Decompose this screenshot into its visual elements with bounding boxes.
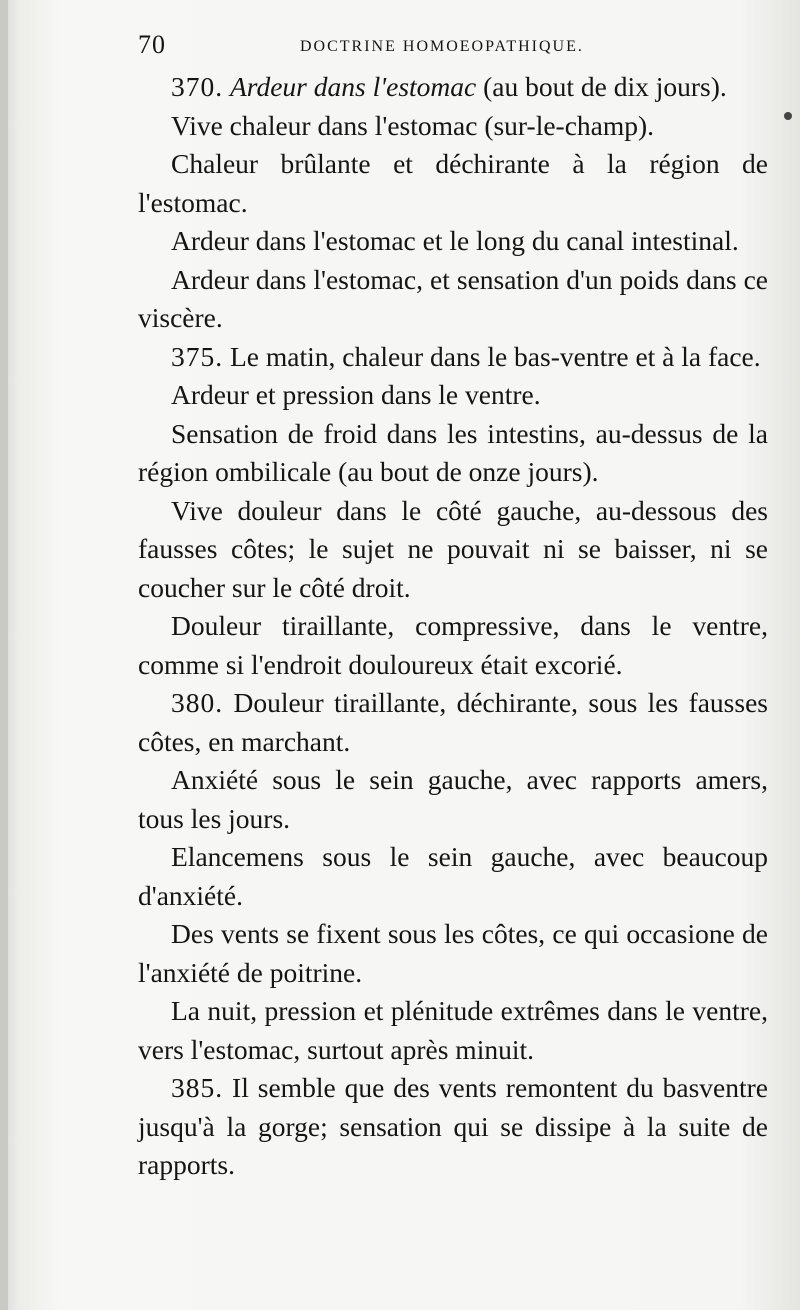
paragraph [138,145,768,222]
paragraph-375 [138,338,768,377]
paragraph [138,992,768,1069]
paragraph [138,222,768,261]
paragraph-text: Ardeur dans l'estomac, et sensation d'un poids dans ce viscère. [138,263,768,333]
paragraph-text: Il semble que des vents remontent du basventre jusqu'à la gorge; sensation qui se dissipe à la suite de rapports. [138,1072,768,1180]
paragraph-text: Ardeur et pression dans le ventre. [171,379,541,410]
paragraph-text: Le matin, chaleur dans le bas-ventre et à la face. [223,340,761,372]
ink-mark [784,112,792,120]
paragraph [138,607,768,684]
running-head: DOCTRINE HOMOEOPATHIQUE. [300,38,584,55]
paragraph-number: 385. [171,1072,224,1103]
paragraph-number: 370. [171,71,224,102]
page-gutter [0,0,8,1310]
paragraph [138,761,768,838]
paragraph [138,492,768,608]
paragraph [138,838,768,915]
paragraph [138,915,768,992]
paragraph-text: Vive chaleur dans l'estomac (sur-le-champ). [171,109,655,141]
paragraph-text: Douleur tiraillante, déchirante, sous les fausses côtes, en marchant. [138,687,768,757]
page-header [138,30,738,60]
paragraph-text: Elancemens sous le sein gauche, avec beaucoup d'anxiété. [138,841,768,911]
paragraph-text: Anxiété sous le sein gauche, avec rapports amers, tous les jours. [138,764,768,834]
paragraph-text: (au bout de dix jours). [476,71,727,102]
paragraph-text: Douleur tiraillante, compressive, dans le ventre, comme si l'endroit douloureux était excorié. [138,610,768,680]
paragraph-text: Chaleur brûlante et déchirante à la région de l'estomac. [138,148,768,218]
italic-heading: Ardeur dans l'estomac [230,71,477,102]
paragraph-number: 375. [171,340,224,372]
paragraph-370 [138,68,768,107]
paragraph [138,376,768,415]
paragraph [138,261,768,338]
paragraph-text: Des vents se fixent sous les côtes, ce qui occasione de l'anxiété de poitrine. [138,918,768,988]
paragraph-text: Ardeur dans l'estomac et le long du canal intestinal. [171,225,739,256]
paragraph-number: 380. [171,687,224,718]
page-number: 70 [138,30,166,59]
paragraph-text: Vive douleur dans le côté gauche, au-dessous des fausses côtes; le sujet ne pouvait ni se baisser, ni se coucher sur le côté droit. [138,494,768,603]
paragraph-text: La nuit, pression et plénitude extrêmes dans le ventre, vers l'estomac, surtout après minuit. [138,995,768,1065]
paragraph-385 [138,1069,768,1185]
paragraph-380 [138,684,768,761]
paragraph [138,415,768,492]
page-body [138,68,768,1185]
paragraph-text: Sensation de froid dans les intestins, au-dessus de la région ombilicale (au bout de onze jours). [138,417,768,487]
paragraph [138,107,768,146]
